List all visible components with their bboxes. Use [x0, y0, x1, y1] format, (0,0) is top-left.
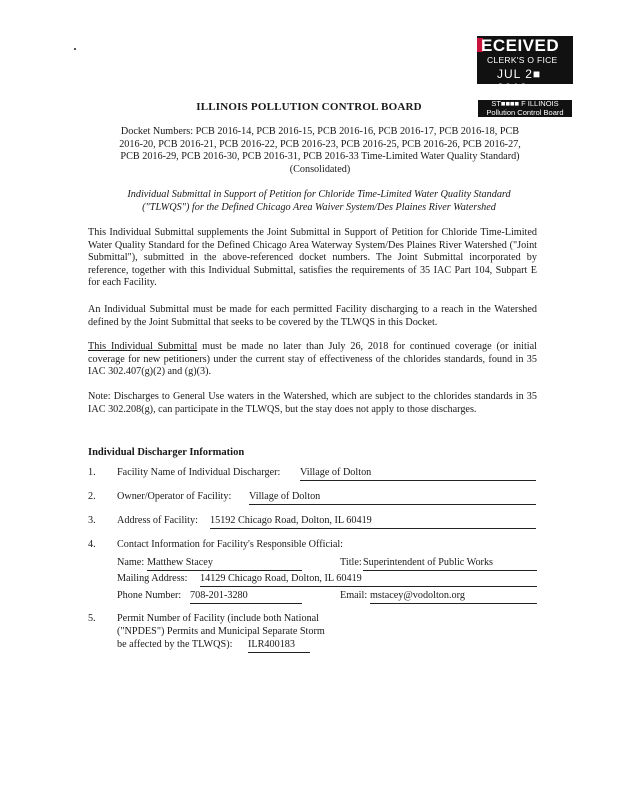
board-title: ILLINOIS POLLUTION CONTROL BOARD	[196, 101, 422, 113]
state-stamp-line1: ST■■■■ F ILLINOIS	[491, 99, 559, 108]
facility-name-field[interactable]: Village of Dolton	[300, 467, 536, 481]
item-number: 4.	[88, 539, 96, 550]
item-label: Owner/Operator of Facility:	[117, 491, 232, 502]
item-number: 2.	[88, 491, 96, 502]
item-number: 1.	[88, 467, 96, 478]
item-number: 5.	[88, 613, 96, 624]
email-field[interactable]: mstacey@vodolton.org	[370, 590, 537, 604]
item-number: 3.	[88, 515, 96, 526]
page-speck	[74, 48, 76, 50]
item-label: Facility Name of Individual Discharger:	[117, 467, 281, 478]
permit-label-line2: ("NPDES") Permits and Municipal Separate Storm	[117, 626, 325, 637]
deadline-underlined-text: This Individual Submittal	[88, 341, 198, 352]
owner-operator-field[interactable]: Village of Dolton	[249, 491, 536, 505]
item-label: Address of Facility:	[117, 515, 198, 526]
received-text: ECEIVED	[481, 36, 560, 55]
phone-label: Phone Number:	[117, 590, 182, 601]
mailing-address-field[interactable]: 14129 Chicago Road, Dolton, IL 60419	[200, 573, 537, 587]
contact-heading: Contact Information for Facility's Responsible Official:	[117, 539, 344, 550]
title-field[interactable]: Superintendent of Public Works	[363, 557, 537, 571]
deadline-text: must be made no later than July 26, 2018 for continued coverage (or initial coverage for new petitioners) under the current stay of effectiveness of the chlorides standards, found in 35 IAC 302.407(g)(2) and (g)(3).	[88, 341, 537, 378]
clerk-office-text: CLERK'S O FICE	[487, 55, 558, 65]
requirement-paragraph: An Individual Submittal must be made for each permitted Facility discharging to a reach in the Watershed defined by the Joint Submittal that seeks to be covered by the TLWQS in this Docket.	[88, 304, 537, 328]
phone-field[interactable]: 708-201-3280	[190, 590, 302, 604]
permit-label-line3: be affected by the TLWQS):	[117, 639, 233, 650]
title-label: Title:	[340, 557, 362, 568]
permit-number-field[interactable]: ILR400183	[248, 639, 310, 653]
received-date: JUL 2■ 2018	[497, 67, 542, 95]
email-label: Email:	[340, 590, 368, 601]
facility-address-field[interactable]: 15192 Chicago Road, Dolton, IL 60419	[210, 515, 536, 529]
mailing-address-label: Mailing Address:	[117, 573, 188, 584]
docket-numbers: Docket Numbers: PCB 2016-14, PCB 2016-15, PCB 2016-16, PCB 2016-17, PCB 2016-18, PCB 2016-20, PCB 2016-21, PCB 2016-22, PCB 2016-23, PCB 2016-25, PCB 2016-26, PCB 2016-27, PCB 2016-29, PCB 2016-30, PCB 2016-31, PCB 2016-33 Time-Limited Water Quality Standard) (Consolidated)	[119, 126, 521, 175]
note-paragraph: Note: Discharges to General Use waters in the Watershed, which are subject to the chlorides standards in 35 IAC 302.208(g), can participate in the TLWQS, but the stay does not apply to those discharges.	[88, 391, 537, 415]
submittal-heading: Individual Submittal in Support of Petition for Chloride Time-Limited Water Quality Standard ("TLWQS") for the Defined Chicago Area Waiver System/Des Plaines River Watershed	[127, 189, 511, 213]
name-field[interactable]: Matthew Stacey	[147, 557, 302, 571]
state-stamp-line2: Pollution Control Board	[486, 107, 564, 117]
received-stamp	[477, 36, 573, 95]
intro-paragraph: This Individual Submittal supplements the Joint Submittal in Support of Petition for Chloride Time-Limited Water Quality Standard for the Defined Chicago Area Waterway System/Des Plaines River Watershed ("Joint Submittal"), submitted in the above-referenced docket numbers. The Joint Submittal incorporated by reference, together with this Individual Submittal, satisfies the requirements of 35 IAC Part 104, Subpart E for each Facility.	[88, 227, 537, 289]
section-heading: Individual Discharger Information	[88, 447, 245, 458]
name-label: Name:	[117, 557, 145, 568]
deadline-paragraph	[88, 341, 537, 379]
permit-label-line1: Permit Number of Facility (include both National	[117, 613, 320, 624]
